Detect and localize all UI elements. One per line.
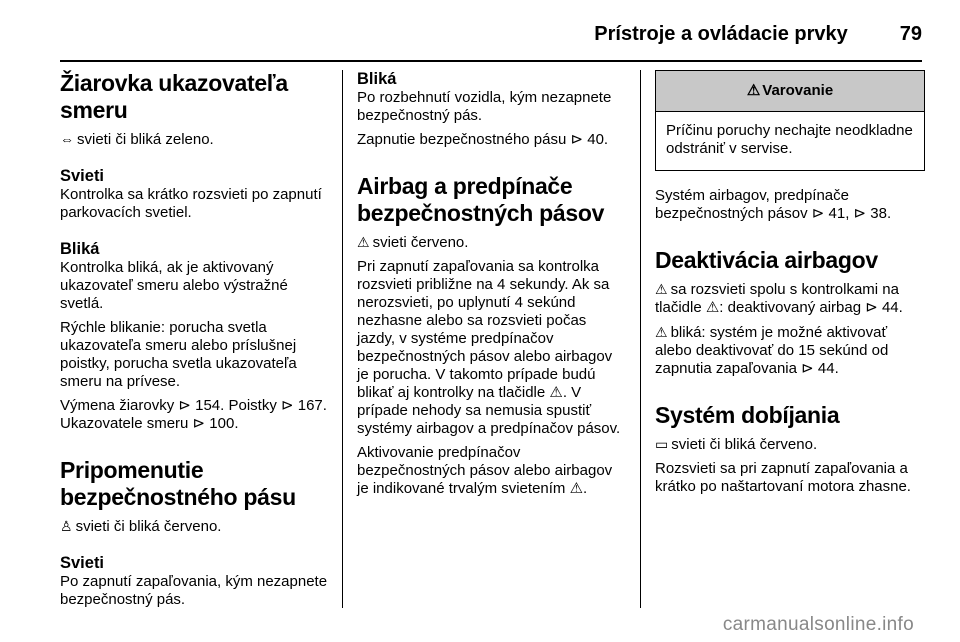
page-title: Prístroje a ovládacie prvky bbox=[594, 22, 848, 45]
svieti-text-2: Po zapnutí zapaľovania, kým nezapnete bezpečnostný pás. bbox=[60, 573, 328, 608]
airbag-text-1: ⚠ svieti červeno. bbox=[357, 234, 469, 251]
airbag-text-2: Pri zapnutí zapaľovania sa kontrolka rozsvieti približne na 4 sekundy. Ak sa nerozsvieti, po uplynutí 4 sekúnd nezhasne alebo sa rozsvieti počas jazdy, v systéme predpínačov bezpečnostných pásov alebo airbagov je porucha. V takomto prípade budú blikať aj kontrolky na tlačidle ⚠. V prípade nehody sa nemusia spustiť systémy airbagov a predpínačov pásov. bbox=[357, 258, 621, 437]
page-header bbox=[60, 16, 922, 52]
heading-seatbelt-reminder: Pripomenutie bezpečnostného pásu bbox=[60, 457, 296, 510]
deactivation-text-1: ⚠ sa rozsvieti spolu s kontrolkami na tlačidle ⚠: deaktivovaný airbag ⊳ 44. bbox=[655, 281, 903, 316]
airbag-icon: ⚠ bbox=[357, 234, 370, 250]
airbag-text-3: Aktivovanie predpínačov bezpečnostných pásov alebo airbagov je indikované trvalým svietením ⚠. bbox=[357, 444, 613, 497]
column-divider-2 bbox=[640, 70, 641, 608]
blika-text-1: Kontrolka bliká, ak je aktivovaný ukazovateľ smeru alebo výstražné svetlá. bbox=[60, 259, 288, 312]
turn-signal-icon: ⇔ bbox=[60, 131, 74, 147]
airbag-off-icon: ⚠ bbox=[655, 324, 668, 340]
charging-text-2: Rozsvieti sa pri zapnutí zapaľovania a krátko po naštartovaní motora zhasne. bbox=[655, 460, 911, 495]
column-3 bbox=[655, 70, 925, 502]
blika-text-2: Rýchle blikanie: porucha svetla ukazovateľa smeru alebo príslušnej poistky, porucha svetla ukazovateľa smeru na prívese. bbox=[60, 319, 297, 390]
deactivation-text-2: ⚠ bliká: systém je možné aktivovať alebo deaktivovať do 15 sekúnd od zapnutia zapaľovania ⊳ 44. bbox=[655, 324, 889, 377]
seatbelt-icon: ♙ bbox=[60, 518, 73, 534]
watermark: carmanualsonline.info bbox=[722, 614, 914, 635]
heading-airbag: Airbag a predpínače bezpečnostných pásov bbox=[357, 173, 605, 226]
column-divider-1 bbox=[342, 70, 343, 608]
airbag-system-ref: Systém airbagov, predpínače bezpečnostných pásov ⊳ 41, ⊳ 38. bbox=[655, 187, 892, 222]
warning-box bbox=[655, 70, 925, 171]
heading-airbag-deactivation: Deaktivácia airbagov bbox=[655, 247, 878, 273]
warning-triangle-icon: ⚠ bbox=[746, 82, 761, 99]
charging-text-1: ▭ svieti či bliká červeno. bbox=[655, 436, 818, 453]
column-1 bbox=[60, 70, 328, 615]
heading-charging-system: Systém dobíjania bbox=[655, 402, 840, 428]
column-2 bbox=[357, 70, 627, 504]
subheading-svieti-2: Svieti bbox=[60, 554, 105, 572]
seatbelt-text: ♙ svieti či bliká červeno. bbox=[60, 518, 222, 535]
warning-text: Príčinu poruchy nechajte neodkladne odstrániť v servise. bbox=[666, 122, 913, 157]
page-number: 79 bbox=[899, 22, 922, 45]
battery-icon: ▭ bbox=[655, 436, 669, 452]
airbag-off-icon: ⚠ bbox=[655, 281, 668, 297]
heading-turn-signal: Žiarovka ukazovateľa smeru bbox=[60, 70, 288, 123]
warning-body bbox=[656, 112, 924, 170]
svieti-text: Kontrolka sa krátko rozsvieti po zapnutí parkovacích svetiel. bbox=[60, 186, 322, 221]
subheading-blika: Bliká bbox=[60, 240, 100, 258]
warning-header: ⚠ Varovanie bbox=[656, 71, 924, 112]
turn-signal-text: ⇔ svieti či bliká zeleno. bbox=[60, 131, 214, 148]
blika-text-3: Výmena žiarovky ⊳ 154. Poistky ⊳ 167. Ukazovatele smeru ⊳ 100. bbox=[60, 397, 327, 432]
subheading-svieti: Svieti bbox=[60, 167, 105, 185]
subheading-blika-2: Bliká bbox=[357, 70, 397, 88]
blika-belt-text: Po rozbehnutí vozidla, kým nezapnete bezpečnostný pás. bbox=[357, 89, 612, 124]
header-rule bbox=[60, 60, 922, 62]
belt-fasten-ref: Zapnutie bezpečnostného pásu ⊳ 40. bbox=[357, 131, 609, 148]
